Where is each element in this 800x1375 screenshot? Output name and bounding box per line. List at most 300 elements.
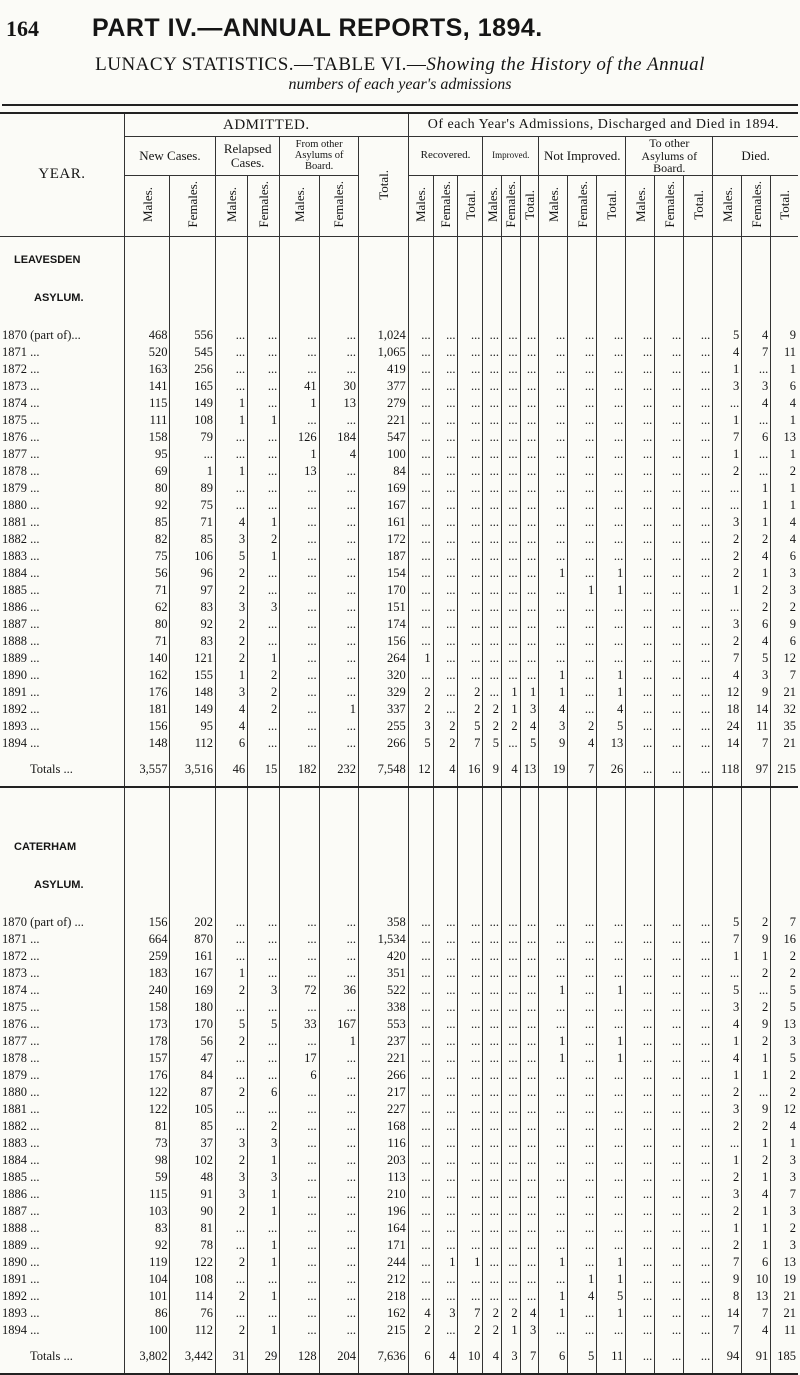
- cell: 1: [248, 514, 280, 531]
- cell: 170: [170, 1016, 216, 1033]
- cell: ...: [433, 395, 458, 412]
- blank-cell: [501, 236, 520, 275]
- cell: ...: [597, 1237, 626, 1254]
- cell: 16: [458, 752, 483, 787]
- cell: 2: [771, 599, 798, 616]
- cell: ...: [216, 914, 248, 931]
- cell: 75: [170, 497, 216, 514]
- subheader-total-11: [520, 175, 539, 236]
- cell: ...: [483, 344, 502, 361]
- cell: ...: [408, 582, 433, 599]
- cell: ...: [433, 327, 458, 344]
- cell: ...: [568, 531, 597, 548]
- cell: 6: [280, 1067, 319, 1084]
- row-label: 1886 ...: [2, 1187, 40, 1202]
- cell: 97: [170, 582, 216, 599]
- cell: 3: [216, 684, 248, 701]
- cell: 4: [713, 1016, 742, 1033]
- year-header-label: YEAR.: [38, 166, 86, 183]
- cell: ...: [684, 412, 713, 429]
- blank-cell: [248, 824, 280, 862]
- cell: ...: [458, 948, 483, 965]
- section-title: [0, 824, 798, 862]
- cell: ...: [501, 514, 520, 531]
- cell: 1: [539, 1033, 568, 1050]
- table-row: [0, 1220, 798, 1237]
- cell: ...: [684, 548, 713, 565]
- cell: ...: [501, 1050, 520, 1067]
- cell: ...: [539, 344, 568, 361]
- cell: ...: [520, 650, 539, 667]
- cell: ...: [597, 599, 626, 616]
- cell: 11: [771, 1322, 798, 1339]
- cell: ...: [408, 514, 433, 531]
- row-label: 1891 ...: [2, 1272, 40, 1287]
- cell: 1: [539, 1288, 568, 1305]
- cell: ...: [319, 1050, 358, 1067]
- cell: 92: [170, 616, 216, 633]
- cell: ...: [458, 327, 483, 344]
- cell: ...: [483, 1050, 502, 1067]
- table-row: [0, 1169, 798, 1186]
- cell: ...: [501, 982, 520, 999]
- cell: ...: [319, 965, 358, 982]
- cell: 4: [713, 1050, 742, 1067]
- cell: ...: [568, 633, 597, 650]
- cell: ...: [216, 1220, 248, 1237]
- cell: ...: [458, 999, 483, 1016]
- cell: 113: [359, 1169, 409, 1186]
- cell: ...: [597, 1016, 626, 1033]
- cell: ...: [626, 718, 655, 735]
- section-title-2: [0, 275, 798, 313]
- cell: ...: [568, 1067, 597, 1084]
- row-label: 1884 ...: [2, 1153, 40, 1168]
- cell: 256: [170, 361, 216, 378]
- blank-cell: [568, 275, 597, 313]
- cell: 84: [359, 463, 409, 480]
- cell: 1: [742, 1169, 771, 1186]
- cell: 2: [501, 718, 520, 735]
- row-label: 1878 ...: [2, 1051, 40, 1066]
- cell: 79: [170, 429, 216, 446]
- cell: 15: [248, 752, 280, 787]
- cell: ...: [458, 599, 483, 616]
- cell: 149: [170, 701, 216, 718]
- cell: ...: [520, 599, 539, 616]
- cell: ...: [655, 1339, 684, 1374]
- cell: ...: [568, 948, 597, 965]
- cell: ...: [280, 565, 319, 582]
- row-label: 1870 (part of) ...: [2, 915, 84, 930]
- blank-cell: [520, 787, 539, 824]
- cell: 1: [539, 982, 568, 999]
- cell: 2: [483, 1322, 502, 1339]
- blank-cell: [684, 236, 713, 275]
- subheader-label: Males.: [545, 187, 561, 223]
- cell: ...: [684, 1288, 713, 1305]
- cell: 7: [713, 931, 742, 948]
- cell: ...: [319, 1254, 358, 1271]
- cell: 75: [124, 548, 170, 565]
- cell: ...: [319, 1322, 358, 1339]
- cell: ...: [684, 1169, 713, 1186]
- cell: 5: [713, 327, 742, 344]
- row-label: 1873 ...: [2, 379, 40, 394]
- cell: ...: [501, 1186, 520, 1203]
- subheader-label: Females.: [661, 181, 677, 228]
- cell: 1: [248, 548, 280, 565]
- cell: ...: [433, 982, 458, 999]
- table-row: [0, 616, 798, 633]
- cell: ...: [539, 582, 568, 599]
- table-row: [0, 412, 798, 429]
- cell: 1: [248, 1152, 280, 1169]
- cell: ...: [597, 429, 626, 446]
- blank-cell: [539, 900, 568, 914]
- cell: ...: [501, 412, 520, 429]
- cell: ...: [684, 1220, 713, 1237]
- cell: ...: [597, 395, 626, 412]
- cell: ...: [408, 497, 433, 514]
- blank-cell: [742, 275, 771, 313]
- cell: 1: [408, 650, 433, 667]
- blank-cell: [771, 824, 798, 862]
- cell: 97: [742, 752, 771, 787]
- cell: 7: [713, 1322, 742, 1339]
- cell: ...: [319, 1305, 358, 1322]
- cell: ...: [539, 395, 568, 412]
- cell: ...: [501, 1169, 520, 1186]
- blank-cell: [0, 313, 124, 327]
- blank-cell: [170, 313, 216, 327]
- cell: 3: [713, 616, 742, 633]
- cell: ...: [655, 531, 684, 548]
- cell: ...: [501, 1016, 520, 1033]
- blank-cell: [359, 275, 409, 313]
- blank-cell: [684, 900, 713, 914]
- subheader-label: Females.: [256, 181, 272, 228]
- cell: ...: [433, 344, 458, 361]
- blank-cell: [216, 275, 248, 313]
- cell: 1: [597, 1050, 626, 1067]
- cell: ...: [626, 582, 655, 599]
- cell: ...: [597, 1169, 626, 1186]
- cell: ...: [539, 1271, 568, 1288]
- cell: ...: [539, 497, 568, 514]
- subheader-label: Males.: [224, 187, 240, 223]
- cell: ...: [216, 1101, 248, 1118]
- cell: ...: [501, 1152, 520, 1169]
- cell: 9: [771, 327, 798, 344]
- blank-cell: [408, 236, 433, 275]
- cell: ...: [520, 1067, 539, 1084]
- cell: ...: [483, 667, 502, 684]
- cell: ...: [433, 463, 458, 480]
- cell: ...: [597, 1220, 626, 1237]
- cell: ...: [483, 999, 502, 1016]
- cell: ...: [597, 1067, 626, 1084]
- blank-cell: [408, 313, 433, 327]
- row-label: 1876 ...: [2, 1017, 40, 1032]
- cell: 81: [170, 1220, 216, 1237]
- cell: ...: [520, 1033, 539, 1050]
- cell: 1: [742, 1135, 771, 1152]
- cell: ...: [458, 1033, 483, 1050]
- cell: ...: [280, 412, 319, 429]
- cell: ...: [520, 446, 539, 463]
- cell: ...: [684, 616, 713, 633]
- row-label: 1893 ...: [2, 1306, 40, 1321]
- table-row: [0, 344, 798, 361]
- cell: ...: [408, 1254, 433, 1271]
- cell: 1: [568, 1271, 597, 1288]
- blank-cell: [568, 236, 597, 275]
- cell: 196: [359, 1203, 409, 1220]
- blank-cell: [248, 275, 280, 313]
- row-label: 1872 ...: [2, 949, 40, 964]
- cell: ...: [597, 999, 626, 1016]
- subheader-label: Total.: [462, 189, 478, 220]
- row-label: 1873 ...: [2, 966, 40, 981]
- cell: ...: [568, 599, 597, 616]
- improved-header: Improved.: [483, 137, 539, 176]
- cell: 95: [124, 446, 170, 463]
- cell: 163: [124, 361, 170, 378]
- cell: ...: [655, 327, 684, 344]
- cell: 6: [742, 1254, 771, 1271]
- year-header: [0, 113, 124, 236]
- cell: 2: [216, 1084, 248, 1101]
- blank-cell: [713, 824, 742, 862]
- cell: 30: [319, 378, 358, 395]
- cell: 156: [124, 718, 170, 735]
- cell: ...: [248, 446, 280, 463]
- cell: ...: [597, 548, 626, 565]
- cell: 1: [248, 1254, 280, 1271]
- cell: 7: [742, 344, 771, 361]
- cell: 338: [359, 999, 409, 1016]
- cell: 3: [771, 582, 798, 599]
- cell: 556: [170, 327, 216, 344]
- cell: ...: [684, 1305, 713, 1322]
- cell: ...: [319, 735, 358, 752]
- cell: ...: [433, 361, 458, 378]
- cell: 3: [713, 1101, 742, 1118]
- cell: ...: [483, 565, 502, 582]
- blank-cell: [170, 862, 216, 900]
- blank-cell: [597, 236, 626, 275]
- cell: 126: [280, 429, 319, 446]
- cell: ...: [408, 667, 433, 684]
- cell: 12: [771, 1101, 798, 1118]
- cell: ...: [539, 633, 568, 650]
- cell: ...: [458, 633, 483, 650]
- cell: 2: [216, 1254, 248, 1271]
- cell: ...: [501, 948, 520, 965]
- blank-cell: [458, 787, 483, 824]
- cell: 2: [483, 718, 502, 735]
- cell: ...: [216, 344, 248, 361]
- cell: 255: [359, 718, 409, 735]
- blank-cell: [501, 824, 520, 862]
- cell: ...: [655, 999, 684, 1016]
- cell: ...: [483, 1237, 502, 1254]
- subheader-total-14: [597, 175, 626, 236]
- cell: ...: [408, 531, 433, 548]
- cell: ...: [248, 395, 280, 412]
- cell: ...: [408, 1101, 433, 1118]
- blank-cell: [597, 275, 626, 313]
- cell: 1: [742, 1050, 771, 1067]
- blank-cell: [280, 862, 319, 900]
- cell: ...: [520, 1254, 539, 1271]
- cell: 119: [124, 1254, 170, 1271]
- cell: ...: [684, 914, 713, 931]
- cell: 320: [359, 667, 409, 684]
- cell: 161: [359, 514, 409, 531]
- cell: ...: [216, 429, 248, 446]
- cell: 115: [124, 395, 170, 412]
- cell: ...: [520, 463, 539, 480]
- cell: ...: [655, 948, 684, 965]
- cell: ...: [626, 344, 655, 361]
- cell: 420: [359, 948, 409, 965]
- cell: ...: [433, 1322, 458, 1339]
- blank-cell: [539, 236, 568, 275]
- blank-cell: [626, 787, 655, 824]
- cell: 1: [713, 412, 742, 429]
- cell: 11: [742, 718, 771, 735]
- cell: 1: [248, 1203, 280, 1220]
- cell: ...: [319, 599, 358, 616]
- blank-cell: [568, 824, 597, 862]
- blank-cell: [713, 275, 742, 313]
- cell: ...: [684, 361, 713, 378]
- cell: 2: [248, 701, 280, 718]
- cell: 468: [124, 327, 170, 344]
- cell: 2: [713, 548, 742, 565]
- row-label: 1883 ...: [2, 1136, 40, 1151]
- cell: ...: [539, 1118, 568, 1135]
- cell: ...: [684, 650, 713, 667]
- lunacy-statistics-table: [0, 112, 798, 1375]
- blank-cell: [124, 236, 170, 275]
- cell: 9: [483, 752, 502, 787]
- cell: ...: [626, 1169, 655, 1186]
- cell: ...: [408, 446, 433, 463]
- cell: 2: [742, 582, 771, 599]
- cell: ...: [216, 1050, 248, 1067]
- cell: 2: [458, 1322, 483, 1339]
- cell: 6: [742, 616, 771, 633]
- cell: ...: [539, 1322, 568, 1339]
- cell: ...: [458, 582, 483, 599]
- cell: ...: [568, 701, 597, 718]
- cell: ...: [626, 1152, 655, 1169]
- cell: 158: [124, 429, 170, 446]
- blank-cell: [458, 900, 483, 914]
- cell: ...: [248, 327, 280, 344]
- row-label: 1886 ...: [2, 600, 40, 615]
- cell: ...: [408, 1186, 433, 1203]
- blank-cell: [433, 275, 458, 313]
- cell: 2: [771, 965, 798, 982]
- blank-cell: [170, 275, 216, 313]
- cell: 98: [124, 1152, 170, 1169]
- cell: 33: [280, 1016, 319, 1033]
- cell: 176: [124, 1067, 170, 1084]
- cell: 6: [742, 429, 771, 446]
- cell: ...: [684, 667, 713, 684]
- cell: ...: [684, 395, 713, 412]
- cell: 1,534: [359, 931, 409, 948]
- cell: ...: [280, 582, 319, 599]
- cell: ...: [248, 565, 280, 582]
- blank-cell: [170, 787, 216, 824]
- row-label: 1892 ...: [2, 1289, 40, 1304]
- blank-cell: [742, 824, 771, 862]
- subheader-total-20: [771, 175, 798, 236]
- cell: 329: [359, 684, 409, 701]
- blank-cell: [568, 900, 597, 914]
- blank-cell: [248, 900, 280, 914]
- cell: 156: [359, 633, 409, 650]
- table-row: [0, 480, 798, 497]
- cell: 9: [742, 931, 771, 948]
- cell: 56: [170, 1033, 216, 1050]
- table-row: [0, 395, 798, 412]
- cell: ...: [433, 914, 458, 931]
- cell: 3: [501, 1339, 520, 1374]
- row-label: 1878 ...: [2, 464, 40, 479]
- cell: ...: [501, 378, 520, 395]
- cell: 81: [124, 1118, 170, 1135]
- cell: ...: [684, 327, 713, 344]
- cell: ...: [433, 1186, 458, 1203]
- cell: 212: [359, 1271, 409, 1288]
- blank-cell: [359, 900, 409, 914]
- cell: 2: [483, 701, 502, 718]
- cell: ...: [319, 1084, 358, 1101]
- cell: ...: [539, 1220, 568, 1237]
- cell: ...: [713, 1135, 742, 1152]
- cell: ...: [684, 718, 713, 735]
- cell: ...: [501, 395, 520, 412]
- cell: ...: [248, 1220, 280, 1237]
- cell: 2: [742, 531, 771, 548]
- table-row: [0, 548, 798, 565]
- cell: ...: [433, 514, 458, 531]
- cell: 6: [248, 1084, 280, 1101]
- blank-cell: [520, 900, 539, 914]
- blank-cell: [539, 862, 568, 900]
- subheader-males-15: [626, 175, 655, 236]
- cell: ...: [684, 599, 713, 616]
- blank-cell: [280, 236, 319, 275]
- cell: 1: [742, 565, 771, 582]
- subheader-males-2: [216, 175, 248, 236]
- subheader-females-1: [170, 175, 216, 236]
- cell: ...: [408, 395, 433, 412]
- blank-cell: [319, 787, 358, 824]
- blank-cell: [713, 313, 742, 327]
- cell: ...: [433, 1169, 458, 1186]
- cell: 14: [742, 701, 771, 718]
- cell: 2: [458, 701, 483, 718]
- row-label: 1870 (part of)...: [2, 328, 81, 343]
- cell: 5: [771, 982, 798, 999]
